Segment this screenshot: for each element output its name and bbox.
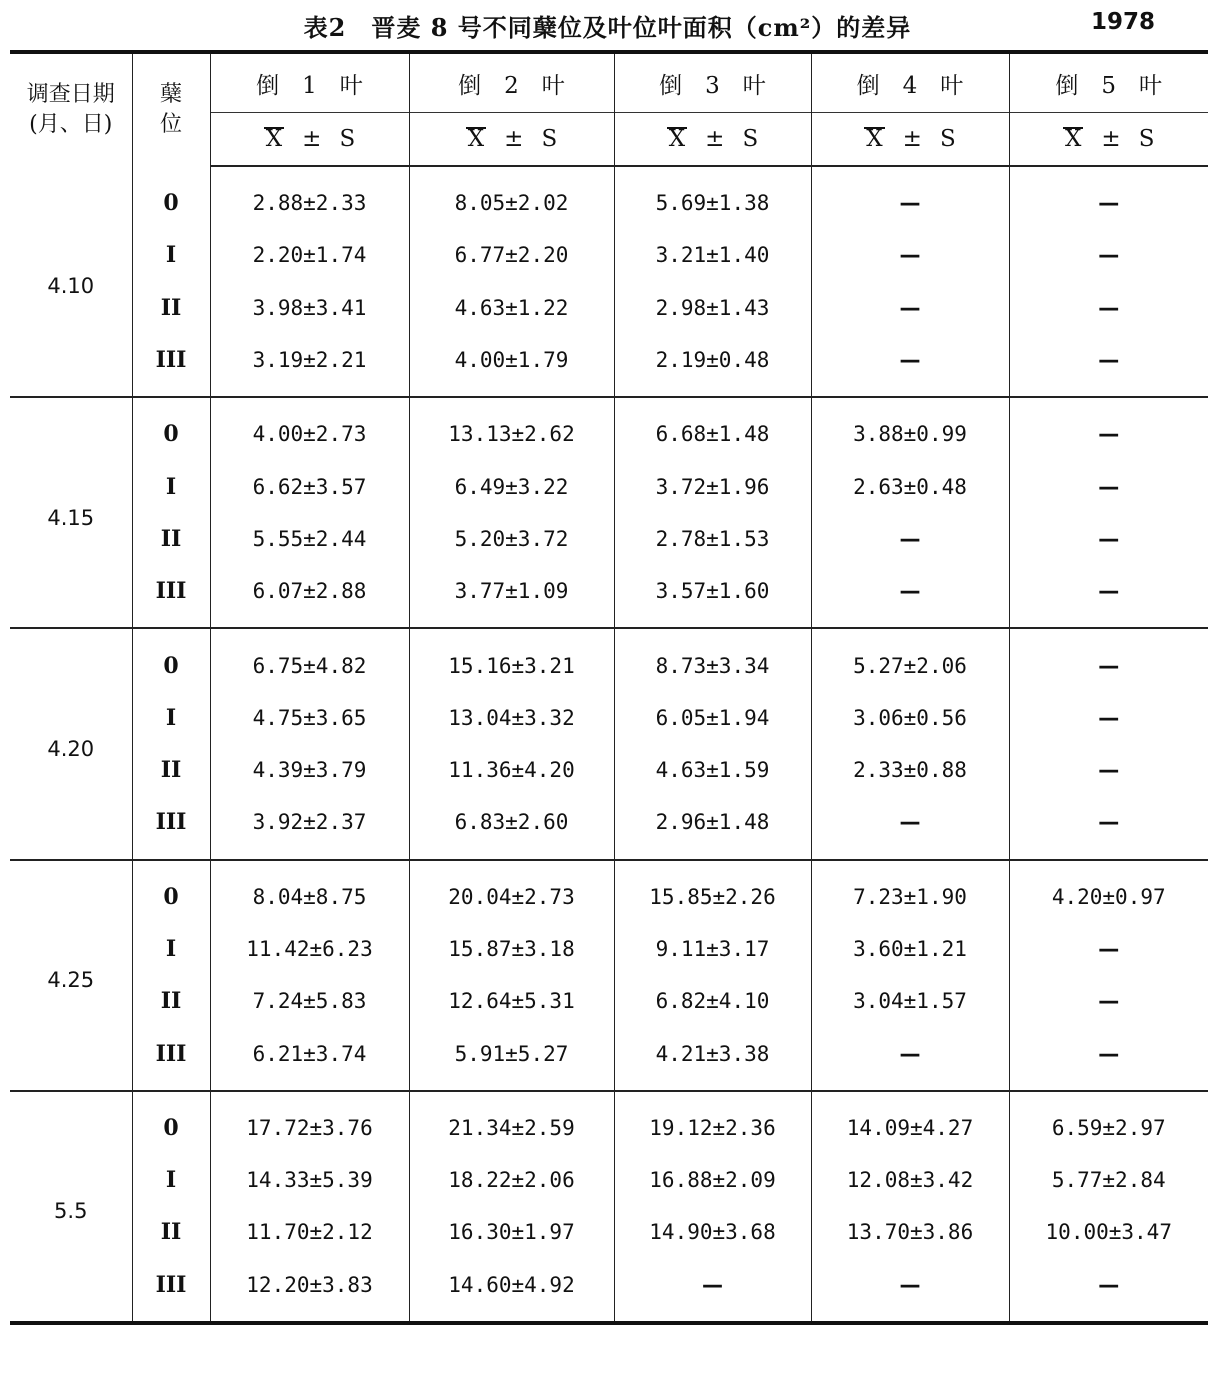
leaf-area-cell: — [1009, 744, 1208, 796]
tiller-position-cell: I [132, 1154, 210, 1206]
table-caption [0, 0, 1215, 46]
table-row [10, 1027, 1208, 1090]
sd-symbol: S [1138, 126, 1155, 152]
leaf-area-cell: 9.11±3.17 [614, 923, 811, 975]
leaf-area-cell: 6.83±2.60 [409, 796, 614, 859]
leaf-area-cell: 5.91±5.27 [409, 1027, 614, 1090]
leaf-area-cell: 2.78±1.53 [614, 513, 811, 565]
leaf-area-cell: 3.60±1.21 [811, 923, 1009, 975]
leaf-area-cell: 6.82±4.10 [614, 975, 811, 1027]
tiller-position-cell: III [132, 334, 210, 397]
table-row [10, 975, 1208, 1027]
tiller-position-cell: 0 [132, 860, 210, 923]
leaf-area-cell: 12.08±3.42 [811, 1154, 1009, 1206]
date-header-line1: 调查日期 [26, 82, 115, 107]
leaf-area-cell: 18.22±2.06 [409, 1154, 614, 1206]
table-row [10, 513, 1208, 565]
leaf-area-cell: 3.21±1.40 [614, 229, 811, 281]
stat-header-5 [1009, 113, 1208, 167]
leaf-area-cell: — [1009, 923, 1208, 975]
leaf-area-cell: 14.60±4.92 [409, 1259, 614, 1323]
sd-symbol: S [742, 126, 759, 152]
leaf-area-cell: 6.05±1.94 [614, 692, 811, 744]
leaf-area-cell: — [811, 565, 1009, 628]
table-row [10, 229, 1208, 281]
tiller-position-cell: II [132, 975, 210, 1027]
leaf-area-cell: 10.00±3.47 [1009, 1206, 1208, 1258]
leaf-area-cell: 14.33±5.39 [210, 1154, 409, 1206]
leaf-area-cell: 2.98±1.43 [614, 282, 811, 334]
leaf-area-cell: 15.87±3.18 [409, 923, 614, 975]
leaf-header-1: 倒 1 叶 [210, 52, 409, 113]
leaf-area-cell: 5.69±1.38 [614, 166, 811, 229]
leaf-area-cell: 16.88±2.09 [614, 1154, 811, 1206]
leaf-area-cell: 21.34±2.59 [409, 1091, 614, 1154]
leaf-area-cell: 4.63±1.59 [614, 744, 811, 796]
leaf-area-cell: — [811, 1027, 1009, 1090]
tiller-position-cell: I [132, 229, 210, 281]
leaf-area-cell: 4.00±2.73 [210, 397, 409, 460]
table-row [10, 796, 1208, 859]
leaf-area-cell: — [1009, 692, 1208, 744]
table-row [10, 860, 1208, 923]
tiller-position-cell: 0 [132, 397, 210, 460]
leaf-area-cell: — [811, 229, 1009, 281]
plus-minus-symbol: ± [504, 126, 524, 152]
leaf-area-cell: 8.73±3.34 [614, 628, 811, 691]
leaf-area-cell: 5.55±2.44 [210, 513, 409, 565]
leaf-area-cell: 6.77±2.20 [409, 229, 614, 281]
tiller-position-cell: I [132, 923, 210, 975]
tiller-position-cell: I [132, 460, 210, 512]
tiller-header-line1: 蘖 [159, 82, 182, 107]
leaf-area-cell: 6.75±4.82 [210, 628, 409, 691]
stat-header-2 [409, 113, 614, 167]
leaf-area-cell: 4.39±3.79 [210, 744, 409, 796]
tiller-position-cell: I [132, 692, 210, 744]
tiller-position-cell: II [132, 744, 210, 796]
stat-header-1 [210, 113, 409, 167]
table-body [10, 166, 1208, 1323]
leaf-area-cell: 3.72±1.96 [614, 460, 811, 512]
leaf-area-cell: 5.27±2.06 [811, 628, 1009, 691]
table-header [10, 52, 1208, 166]
leaf-area-cell: 3.88±0.99 [811, 397, 1009, 460]
stat-header-4 [811, 113, 1009, 167]
leaf-area-cell: — [811, 282, 1009, 334]
leaf-area-cell: 16.30±1.97 [409, 1206, 614, 1258]
leaf-area-cell: — [811, 796, 1009, 859]
leaf-area-cell: 19.12±2.36 [614, 1091, 811, 1154]
leaf-area-cell: 3.57±1.60 [614, 565, 811, 628]
table-row [10, 1154, 1208, 1206]
leaf-area-cell: — [1009, 229, 1208, 281]
table-year: 1978 [1090, 9, 1155, 35]
leaf-area-cell: 6.21±3.74 [210, 1027, 409, 1090]
tiller-position-cell: II [132, 282, 210, 334]
leaf-area-cell: 2.33±0.88 [811, 744, 1009, 796]
leaf-area-cell: — [1009, 282, 1208, 334]
table-row [10, 565, 1208, 628]
leaf-area-cell: — [614, 1259, 811, 1323]
leaf-area-cell: — [1009, 796, 1208, 859]
tiller-header-line2: 位 [159, 112, 182, 137]
leaf-area-cell: 4.00±1.79 [409, 334, 614, 397]
leaf-area-cell: 17.72±3.76 [210, 1091, 409, 1154]
leaf-area-cell: 15.85±2.26 [614, 860, 811, 923]
leaf-area-cell: 4.75±3.65 [210, 692, 409, 744]
leaf-area-cell: 6.68±1.48 [614, 397, 811, 460]
leaf-area-cell: 3.19±2.21 [210, 334, 409, 397]
plus-minus-symbol: ± [902, 126, 922, 152]
leaf-area-cell: 4.63±1.22 [409, 282, 614, 334]
leaf-header-4: 倒 4 叶 [811, 52, 1009, 113]
mean-symbol: X [668, 126, 686, 152]
leaf-area-cell: — [1009, 1259, 1208, 1323]
leaf-area-cell: — [811, 513, 1009, 565]
table-row [10, 460, 1208, 512]
table-row [10, 692, 1208, 744]
leaf-area-cell: 8.04±8.75 [210, 860, 409, 923]
table-row [10, 166, 1208, 229]
leaf-area-cell: — [1009, 1027, 1208, 1090]
leaf-area-cell: 3.98±3.41 [210, 282, 409, 334]
table-row [10, 1091, 1208, 1154]
leaf-area-cell: 2.88±2.33 [210, 166, 409, 229]
leaf-header-5: 倒 5 叶 [1009, 52, 1208, 113]
plus-minus-symbol: ± [1101, 126, 1121, 152]
leaf-area-cell: — [811, 166, 1009, 229]
leaf-area-cell: — [1009, 334, 1208, 397]
leaf-area-cell: 2.20±1.74 [210, 229, 409, 281]
leaf-area-cell: 13.13±2.62 [409, 397, 614, 460]
mean-symbol: X [265, 126, 283, 152]
tiller-position-cell: II [132, 1206, 210, 1258]
table-title: 表2 晋麦 8 号不同蘖位及叶位叶面积（cm²）的差异 [303, 13, 912, 42]
leaf-header-3: 倒 3 叶 [614, 52, 811, 113]
tiller-position-cell: 0 [132, 628, 210, 691]
leaf-area-cell: 2.96±1.48 [614, 796, 811, 859]
leaf-area-cell: — [1009, 975, 1208, 1027]
leaf-area-cell: 5.20±3.72 [409, 513, 614, 565]
leaf-area-cell: 3.77±1.09 [409, 565, 614, 628]
leaf-area-cell: 6.62±3.57 [210, 460, 409, 512]
table-row [10, 923, 1208, 975]
survey-date-cell: 4.10 [47, 274, 95, 299]
leaf-area-cell: 8.05±2.02 [409, 166, 614, 229]
mean-symbol: X [467, 126, 485, 152]
leaf-area-cell: 11.42±6.23 [210, 923, 409, 975]
tiller-column-header [132, 52, 210, 166]
survey-date-cell: 5.5 [10, 1091, 132, 1323]
leaf-area-cell: — [1009, 460, 1208, 512]
leaf-area-cell: — [1009, 397, 1208, 460]
leaf-area-cell: 2.19±0.48 [614, 334, 811, 397]
survey-date-cell: 4.25 [10, 860, 132, 1091]
leaf-area-cell: — [811, 334, 1009, 397]
tiller-position-cell: III [132, 1259, 210, 1323]
plus-minus-symbol: ± [302, 126, 322, 152]
leaf-area-cell: 6.59±2.97 [1009, 1091, 1208, 1154]
leaf-area-cell: 6.07±2.88 [210, 565, 409, 628]
leaf-area-cell: 5.77±2.84 [1009, 1154, 1208, 1206]
tiller-position-cell: 0 [132, 166, 210, 229]
leaf-area-cell: 12.64±5.31 [409, 975, 614, 1027]
leaf-area-cell: 6.49±3.22 [409, 460, 614, 512]
survey-date-cell: 4.20 [10, 628, 132, 859]
table-row [10, 334, 1208, 397]
stat-header-3 [614, 113, 811, 167]
leaf-header-2: 倒 2 叶 [409, 52, 614, 113]
leaf-area-cell: 2.63±0.48 [811, 460, 1009, 512]
leaf-area-cell: 14.09±4.27 [811, 1091, 1009, 1154]
table-row [10, 744, 1208, 796]
tiller-position-cell: III [132, 565, 210, 628]
table-row [10, 1259, 1208, 1323]
date-column-header [10, 52, 132, 166]
table-row [10, 1206, 1208, 1258]
plus-minus-symbol: ± [705, 126, 725, 152]
leaf-area-cell: 4.20±0.97 [1009, 860, 1208, 923]
leaf-area-cell: — [1009, 628, 1208, 691]
leaf-area-cell: 3.06±0.56 [811, 692, 1009, 744]
leaf-area-cell: — [1009, 565, 1208, 628]
tiller-position-cell: III [132, 1027, 210, 1090]
sd-symbol: S [939, 126, 956, 152]
mean-symbol: X [1065, 126, 1082, 152]
table-row [10, 397, 1208, 460]
mean-symbol: X [866, 126, 883, 152]
leaf-area-cell: 11.36±4.20 [409, 744, 614, 796]
tiller-position-cell: II [132, 513, 210, 565]
leaf-area-cell: — [811, 1259, 1009, 1323]
leaf-area-cell: 13.70±3.86 [811, 1206, 1009, 1258]
table-row [10, 282, 1208, 334]
date-header-line2: (月、日) [29, 112, 113, 137]
leaf-area-cell: 13.04±3.32 [409, 692, 614, 744]
tiller-position-cell: III [132, 796, 210, 859]
leaf-area-cell: — [1009, 513, 1208, 565]
leaf-area-cell: 15.16±3.21 [409, 628, 614, 691]
leaf-area-cell: 7.24±5.83 [210, 975, 409, 1027]
survey-date-cell: 4.15 [10, 397, 132, 628]
tiller-position-cell: 0 [132, 1091, 210, 1154]
table-row [10, 628, 1208, 691]
leaf-area-table [10, 50, 1208, 1325]
leaf-area-cell: 11.70±2.12 [210, 1206, 409, 1258]
leaf-area-cell: 20.04±2.73 [409, 860, 614, 923]
leaf-area-cell: 12.20±3.83 [210, 1259, 409, 1323]
leaf-area-cell: 14.90±3.68 [614, 1206, 811, 1258]
leaf-area-cell: 3.92±2.37 [210, 796, 409, 859]
sd-symbol: S [339, 126, 356, 152]
leaf-area-cell: 4.21±3.38 [614, 1027, 811, 1090]
leaf-area-cell: 3.04±1.57 [811, 975, 1009, 1027]
leaf-area-cell: 7.23±1.90 [811, 860, 1009, 923]
leaf-area-cell: — [1009, 166, 1208, 229]
sd-symbol: S [541, 126, 558, 152]
